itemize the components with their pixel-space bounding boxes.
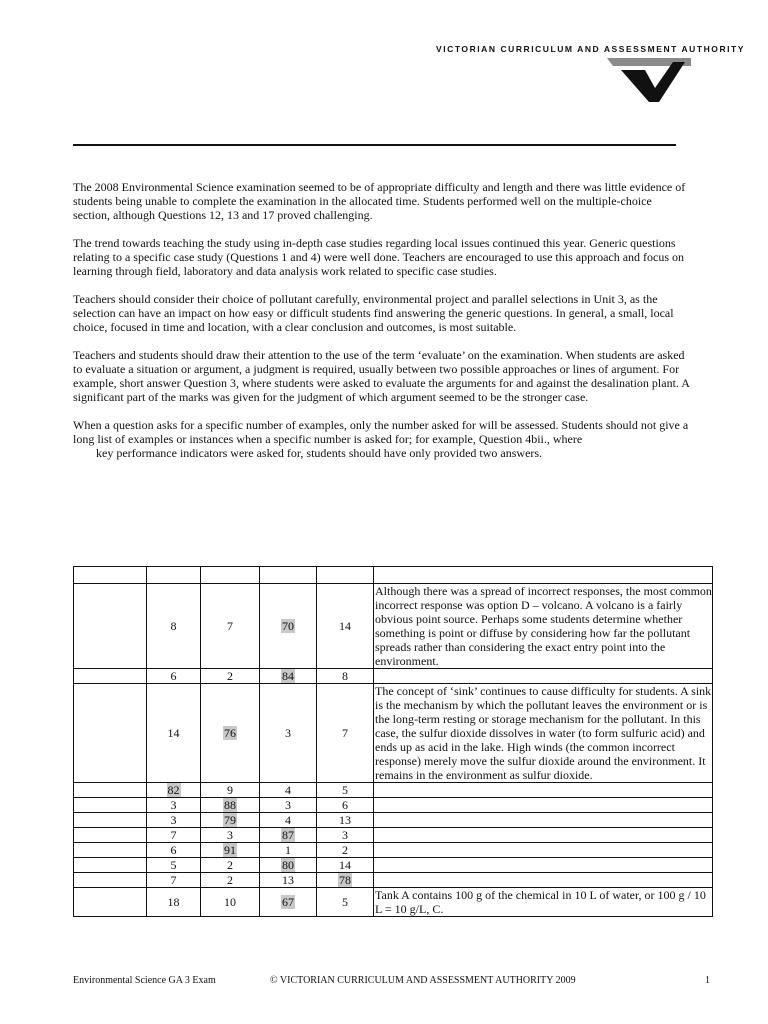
table-cell [317,684,374,783]
table-cell [201,858,260,873]
table-row [74,888,713,917]
table-cell [317,843,374,858]
table-cell [317,813,374,828]
table-row [74,584,713,669]
table-row [74,684,713,783]
response-percentage: 6 [342,798,348,812]
response-percentage: 78 [339,873,351,887]
table-cell [147,873,201,888]
table-cell [260,828,317,843]
table-cell [317,828,374,843]
response-percentage: 76 [224,726,236,740]
table-cell [74,873,147,888]
response-percentage: 2 [227,669,233,683]
table-cell [74,684,147,783]
response-percentage: 7 [170,873,177,887]
response-percentage: 3 [170,813,177,827]
table-cell [74,798,147,813]
response-percentage: 70 [282,619,294,633]
table-cell [260,813,317,828]
table-row [74,669,713,684]
table-cell [317,888,374,917]
response-percentage: 8 [342,669,348,683]
table-cell [147,858,201,873]
table-row [74,813,713,828]
comment-cell: Although there was a spread of incorrect responses, the most common incorrect response was option D – volcano. A volcano is a fairly obvious point source. Perhaps some students determine whether something is point or diffuse by considering how far the pollutant spreads rather than considering the exact entry point into the environment. [375,584,712,668]
response-percentage: 3 [227,828,233,842]
response-percentage: 84 [282,669,294,683]
intro-text [73,180,690,460]
table-cell [74,584,147,669]
response-percentage: 4 [285,813,291,827]
table-cell [317,873,374,888]
response-percentage: 8 [170,619,177,633]
table-cell [74,858,147,873]
table-cell [147,684,201,783]
table-cell [260,798,317,813]
paragraph [73,418,690,460]
vcaa-logo [607,58,691,102]
table-cell [147,843,201,858]
response-percentage: 91 [224,843,236,857]
table-cell [147,584,201,669]
table-cell [260,584,317,669]
response-percentage: 2 [227,873,233,887]
table-header-row [74,567,713,584]
response-percentage: 2 [227,858,233,872]
table-cell [260,567,317,584]
comment-cell: The concept of ‘sink’ continues to cause difficulty for students. A sink is the mechanism by which the pollutant leaves the environment or is the long-term resting or storage mechanism for the pollutant. In this case, the sulfur dioxide dissolves in water (to form sulfuric acid) and ends up as acid in the lake. High winds (the common incorrect response) merely move the sulfur dioxide around the environment. It remains in the environment as sulfur dioxide. [375,684,712,782]
table-cell [260,858,317,873]
paragraph-text: When a question asks for a specific number of examples, only the number asked for will be assessed. Students should not give a long list of examples or instances when a specific number is asked for; for example, Question 4bii., where [73,418,689,446]
comment-cell [374,873,713,888]
table-cell [147,567,201,584]
comment-cell [374,813,713,828]
response-percentage: 6 [170,669,177,683]
table-cell [74,567,147,584]
paragraph: Teachers should consider their choice of pollutant carefully, environmental project and parallel selections in Unit 3, as the selection can have an impact on how easy or difficult students find answering the generic questions. In general, a small, local choice, focused in time and location, with a clear conclusion and outcomes, is most suitable. [73,292,674,334]
table-row [74,783,713,798]
table-cell [74,813,147,828]
response-percentage: 82 [167,783,180,797]
response-percentage: 14 [339,858,351,872]
table-cell [147,798,201,813]
response-percentage: 5 [342,783,348,797]
table-cell [147,888,201,917]
response-percentage: 3 [285,726,291,740]
response-percentage: 5 [342,895,348,909]
comment-cell [374,843,713,858]
response-percentage: 88 [224,798,236,812]
response-percentage: 67 [282,895,294,909]
table-cell [317,584,374,669]
table-cell [201,888,260,917]
table-cell [201,828,260,843]
response-percentage: 79 [224,813,236,827]
footer-left: Environmental Science GA 3 Exam [73,975,216,986]
comment-cell [374,858,713,873]
response-percentage: 13 [339,813,351,827]
response-percentage: 5 [170,858,177,872]
table-cell [74,828,147,843]
response-percentage: 7 [342,726,348,740]
table-cell [74,843,147,858]
table-cell [74,669,147,684]
paragraph: The trend towards teaching the study using in-depth case studies regarding local issues continued this year. Generic questions relating to a specific case study (Questions 1 and 4) were well done. Teachers are encouraged to use this approach and focus on learning through field, laboratory and data analysis work related to specific case studies. [73,236,685,278]
response-percentage: 14 [339,619,351,633]
table-cell [147,669,201,684]
table-cell [317,798,374,813]
response-percentage: 1 [285,843,291,857]
table-cell [201,798,260,813]
comment-cell [374,783,713,798]
table-cell [317,669,374,684]
response-percentage: 7 [227,619,233,633]
table-row [74,843,713,858]
header-rule [73,144,676,146]
table-cell [201,669,260,684]
page-number: 1 [705,975,710,986]
paragraph-indented-line: key performance indicators were asked for, students should have only provided two answers. [96,446,543,460]
table-cell [260,669,317,684]
table-row [74,858,713,873]
table-cell [201,813,260,828]
authority-name: VICTORIAN CURRICULUM AND ASSESSMENT AUTHORITY [436,44,746,54]
table-cell [147,783,201,798]
table-cell [374,567,713,584]
table-cell [260,873,317,888]
table-cell [260,684,317,783]
table-cell [201,843,260,858]
table-row [74,828,713,843]
table-cell [260,843,317,858]
table-cell [147,828,201,843]
response-percentage: 13 [282,873,294,887]
paragraph: Teachers and students should draw their attention to the use of the term ‘evaluate’ on the examination. When students are asked to evaluate a situation or argument, a judgment is required, usually between two possible approaches or lines of argument. For example, short answer Question 3, where students were asked to evaluate the arguments for and against the desalination plant. A significant part of the marks was given for the judgment of which argument seemed to be the stronger case. [73,348,690,404]
response-percentage: 9 [227,783,233,797]
response-percentage: 3 [342,828,348,842]
table-cell [147,813,201,828]
table-cell [317,858,374,873]
response-percentage: 80 [282,858,294,872]
comment-cell [374,669,713,684]
response-percentage: 3 [170,798,177,812]
multiple-choice-results-table [73,566,713,917]
table-cell [201,783,260,798]
response-percentage: 18 [167,895,180,909]
table-cell [201,873,260,888]
paragraph: The 2008 Environmental Science examination seemed to be of appropriate difficulty and length and there was little evidence of students being unable to complete the examination in the allocated time. Students performed well on the multiple-choice section, although Questions 12, 13 and 17 proved challenging. [73,180,686,222]
table-cell [201,684,260,783]
response-percentage: 14 [167,726,180,740]
response-percentage: 6 [170,843,177,857]
table-cell [317,783,374,798]
table-cell [260,888,317,917]
response-percentage: 4 [285,783,291,797]
comment-cell [374,798,713,813]
response-percentage: 3 [285,798,291,812]
table-cell [201,584,260,669]
table-row [74,798,713,813]
table-cell [260,783,317,798]
table-cell [201,567,260,584]
table-cell [317,567,374,584]
table-cell [74,888,147,917]
response-percentage: 87 [282,828,294,842]
response-percentage: 10 [224,895,236,909]
response-percentage: 2 [342,843,348,857]
footer-copyright: © VICTORIAN CURRICULUM AND ASSESSMENT AUTHORITY 2009 [270,975,576,986]
comment-cell: Tank A contains 100 g of the chemical in 10 L of water, or 100 g / 10 L = 10 g/L, C. [374,888,713,917]
table-row [74,873,713,888]
response-percentage: 7 [170,828,177,842]
table-cell [74,783,147,798]
comment-cell [374,828,713,843]
